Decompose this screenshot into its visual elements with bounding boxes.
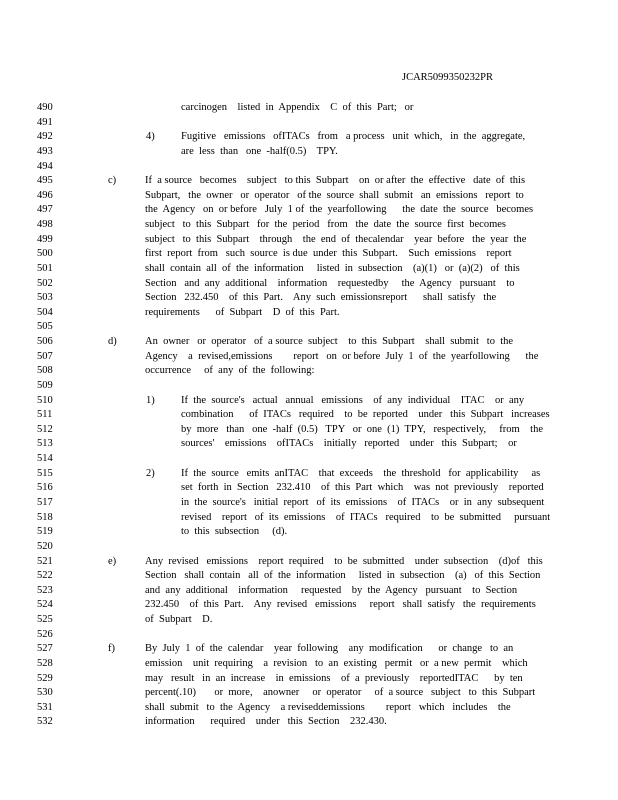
subsection-marker: 1)	[146, 394, 155, 406]
line-number: 516	[37, 482, 53, 494]
subsection-marker: c)	[108, 175, 117, 187]
document-line	[0, 511, 618, 525]
line-number: 518	[37, 511, 53, 523]
document-line	[0, 350, 618, 364]
line-number: 511	[37, 409, 53, 421]
line-number: 492	[37, 131, 53, 143]
line-text: If the source emits anITAC that exceeds the threshold for applicability as	[181, 467, 541, 479]
document-line	[0, 628, 618, 642]
line-number: 504	[37, 306, 53, 318]
line-number: 522	[37, 570, 53, 582]
line-number: 526	[37, 628, 53, 640]
document-line	[0, 584, 618, 598]
line-text: If a source becomes subject to this Subpart on or after the effective date of this	[145, 175, 526, 187]
line-text: requirements of Subpart D of this Part.	[145, 306, 340, 318]
line-text: By July 1 of the calendar year following any modification or change to an	[145, 643, 514, 655]
document-line	[0, 525, 618, 539]
line-number: 523	[37, 584, 53, 596]
document-line	[0, 437, 618, 451]
line-text: Agency a revised,emissions report on or before July 1 of the yearfollowing the	[145, 350, 539, 362]
line-text: in the source's initial report of its emissions of ITACs or in any subsequent	[181, 497, 545, 508]
subsection-marker: e)	[108, 555, 117, 567]
document-line	[0, 160, 618, 174]
document-header: JCAR5099350232PR	[402, 72, 494, 83]
document-line	[0, 394, 618, 408]
line-number: 527	[37, 643, 53, 655]
line-number: 529	[37, 672, 53, 684]
line-text: Section shall contain all of the information listed in subsection (a) of this Section	[145, 570, 541, 582]
line-number: 532	[37, 716, 53, 728]
line-number: 499	[37, 233, 53, 245]
line-number: 513	[37, 438, 53, 450]
document-line	[0, 701, 618, 715]
document-line	[0, 116, 618, 130]
line-text: are less than one -half(0.5) TPY.	[181, 145, 338, 157]
document-line	[0, 291, 618, 305]
line-number: 509	[37, 379, 53, 391]
line-number: 508	[37, 365, 53, 377]
document-line	[0, 569, 618, 583]
line-number: 496	[37, 189, 53, 201]
document-line	[0, 613, 618, 627]
subsection-marker: d)	[108, 336, 117, 348]
line-text: subject to this Subpart for the period from the date the source first becomes	[145, 219, 506, 231]
line-number: 497	[37, 204, 53, 216]
document-line	[0, 277, 618, 291]
line-number: 512	[37, 423, 53, 435]
line-text: percent(.10) or more, anowner or operator of a source subject to this Subpart	[145, 687, 536, 699]
document-line	[0, 496, 618, 510]
line-number: 494	[37, 160, 53, 172]
line-number: 507	[37, 350, 53, 362]
document-line	[0, 423, 618, 437]
document-line	[0, 203, 618, 217]
line-number: 530	[37, 687, 53, 699]
document-line	[0, 262, 618, 276]
line-text: If the source's actual annual emissions of any individual ITAC or any	[181, 394, 525, 406]
line-text: first report from such source is due under this Subpart. Such emissions report	[145, 248, 512, 260]
line-text: Fugitive emissions ofITACs from a process unit which, in the aggregate,	[181, 131, 526, 143]
document-line	[0, 452, 618, 466]
line-text: and any additional information requested by the Agency pursuant to Section	[145, 584, 518, 596]
line-text: carcinogen listed in Appendix C of this Part; or	[181, 102, 414, 113]
line-number: 505	[37, 321, 53, 333]
document-line	[0, 408, 618, 422]
document-line	[0, 145, 618, 159]
document-line	[0, 130, 618, 144]
document-line	[0, 467, 618, 481]
line-text: the Agency on or before July 1 of the yearfollowing the date the source becomes	[145, 204, 534, 216]
line-number: 515	[37, 467, 53, 479]
line-text: Section 232.450 of this Part. Any such emissionsreport shall satisfy the	[145, 292, 497, 304]
document-line	[0, 379, 618, 393]
subsection-marker: 2)	[146, 467, 155, 479]
line-number: 502	[37, 277, 53, 289]
line-text: revised report of its emissions of ITACs required to be submitted pursuant	[181, 511, 551, 523]
subsection-marker: f)	[108, 643, 115, 655]
line-text: may result in an increase in emissions of a previously reportedITAC by ten	[145, 672, 523, 684]
line-number: 510	[37, 394, 53, 406]
line-number: 506	[37, 336, 53, 348]
line-number: 490	[37, 102, 53, 113]
document-line	[0, 247, 618, 261]
document-line	[0, 672, 618, 686]
line-text: 232.450 of this Part. Any revised emissions report shall satisfy the requirements	[145, 599, 536, 611]
document-line	[0, 642, 618, 656]
document-line	[0, 174, 618, 188]
line-text: shall submit to the Agency a reviseddemissions report which includes the	[145, 701, 511, 713]
document-line	[0, 715, 618, 729]
line-text: set forth in Section 232.410 of this Part which was not previously reported	[181, 482, 544, 494]
document-line	[0, 233, 618, 247]
subsection-marker: 4)	[146, 131, 155, 143]
document-line	[0, 189, 618, 203]
line-text: shall contain all of the information listed in subsection (a)(1) or (a)(2) of this	[145, 262, 520, 274]
line-number: 495	[37, 175, 53, 187]
line-number: 525	[37, 614, 53, 626]
document-line	[0, 686, 618, 700]
line-number: 524	[37, 599, 53, 611]
line-text: Subpart, the owner or operator of the source shall submit an emissions report to	[145, 189, 524, 201]
document-line	[0, 306, 618, 320]
document-line	[0, 335, 618, 349]
line-text: combination of ITACs required to be reported under this Subpart increases	[181, 409, 550, 421]
line-number: 514	[37, 453, 53, 465]
line-number: 519	[37, 526, 53, 538]
line-number: 531	[37, 701, 53, 713]
document-line	[0, 101, 618, 115]
line-text: emission unit requiring a revision to an existing permit or a new permit which	[145, 657, 528, 669]
line-text: subject to this Subpart through the end of thecalendar year before the year the	[145, 233, 527, 245]
line-text: Section and any additional information requestedby the Agency pursuant to	[145, 277, 515, 289]
line-number: 498	[37, 219, 53, 231]
line-text: information required under this Section 232.430.	[145, 716, 387, 728]
document-line	[0, 540, 618, 554]
line-number: 493	[37, 145, 53, 157]
document-line	[0, 555, 618, 569]
document-line	[0, 364, 618, 378]
line-number: 520	[37, 540, 53, 552]
line-text: occurrence of any of the following:	[145, 365, 315, 377]
line-number: 501	[37, 262, 53, 274]
line-text: by more than one -half (0.5) TPY or one (1) TPY, respectively, from the	[181, 423, 543, 435]
line-text: sources' emissions ofITACs initially reported under this Subpart; or	[181, 438, 517, 450]
document-line	[0, 320, 618, 334]
document-line	[0, 598, 618, 612]
line-number: 500	[37, 248, 53, 260]
line-number: 503	[37, 292, 53, 304]
line-number: 521	[37, 555, 53, 567]
line-number: 517	[37, 497, 53, 508]
line-text: Any revised emissions report required to be submitted under subsection (d)of this	[145, 555, 543, 567]
document-line	[0, 481, 618, 495]
document-line	[0, 218, 618, 232]
document-line	[0, 657, 618, 671]
line-text: An owner or operator of a source subject to this Subpart shall submit to the	[145, 336, 514, 348]
line-number: 528	[37, 657, 53, 669]
line-number: 491	[37, 116, 53, 128]
line-text: of Subpart D.	[145, 614, 213, 626]
line-text: to this subsection (d).	[181, 526, 288, 538]
